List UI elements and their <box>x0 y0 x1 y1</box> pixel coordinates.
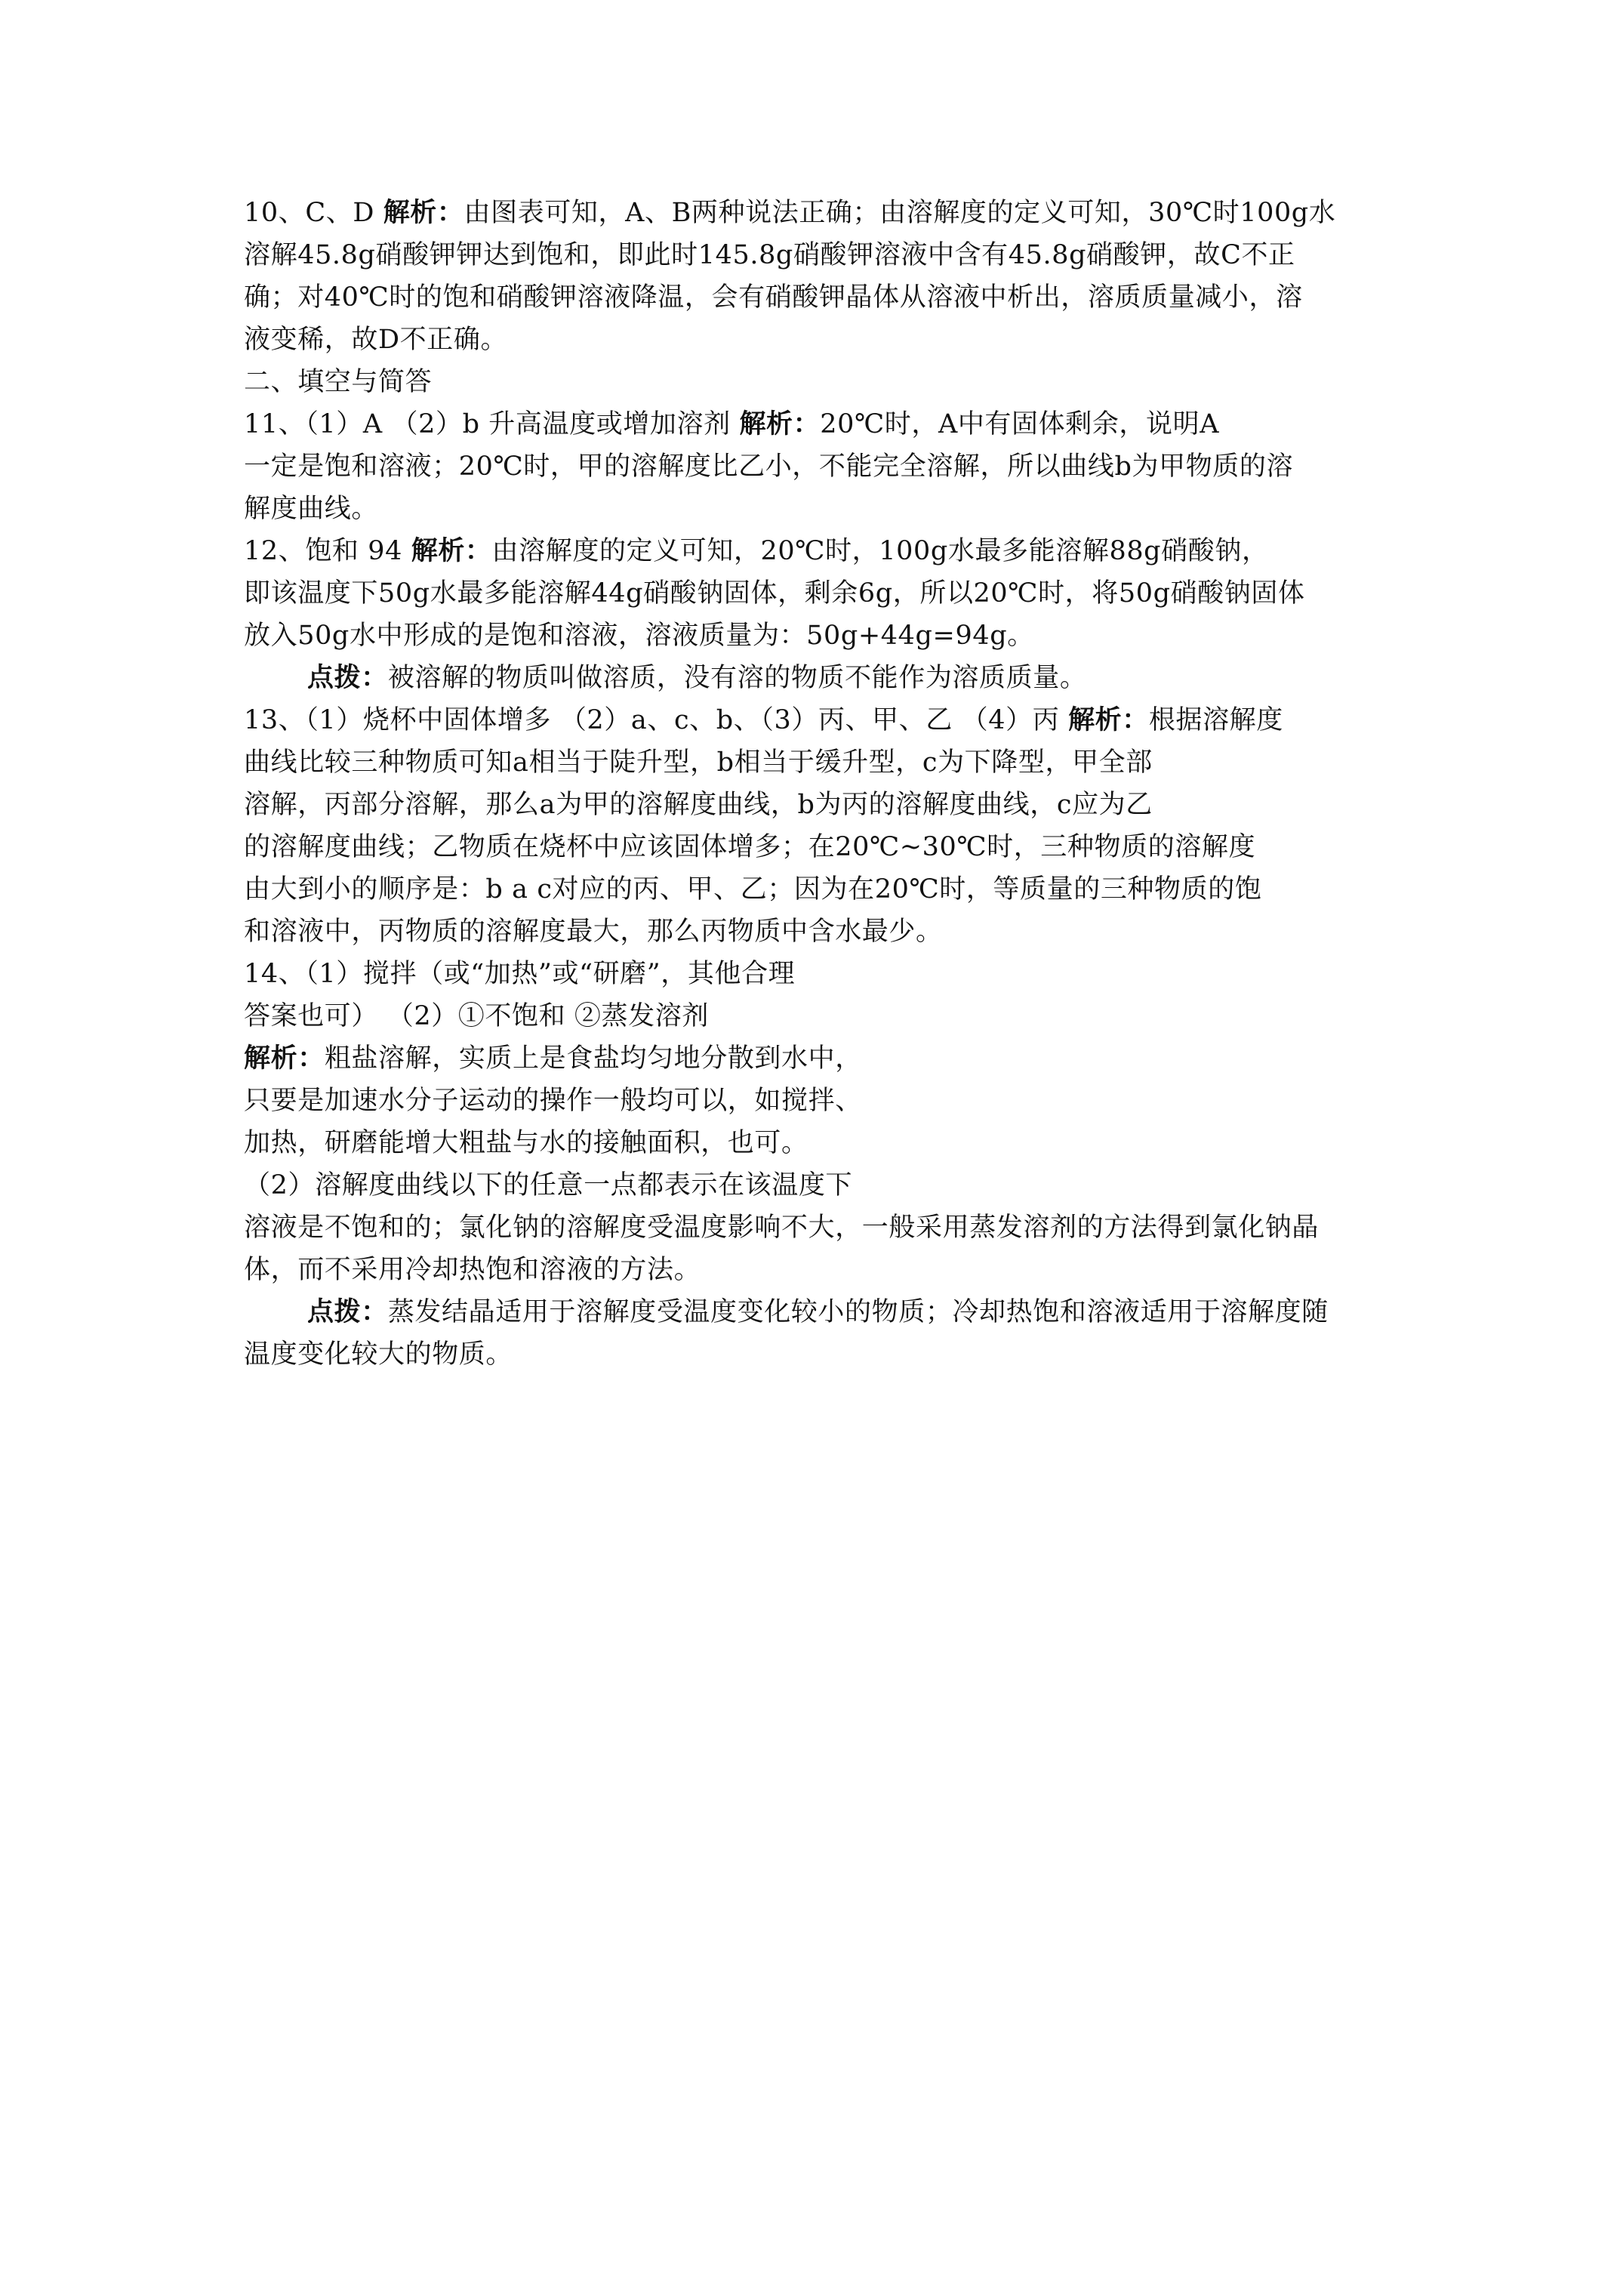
q12-line-3: 放入50g水中形成的是饱和溶液，溶液质量为：50g+44g=94g。 <box>244 621 1034 651</box>
q10-line-2: 溶解45.8g硝酸钾钾达到饱和，即此时145.8g硝酸钾溶液中含有45.8g硝酸钾，故C不正 <box>244 240 1295 270</box>
q11-line-2: 一定是饱和溶液；20℃时，甲的溶解度比乙小，不能完全溶解，所以曲线b为甲物质的溶 <box>244 451 1294 482</box>
q14-tip-line-2: 温度变化较大的物质。 <box>244 1339 513 1370</box>
tip-label: 点拨： <box>307 663 388 693</box>
q14-line-8: 体，而不采用冷却热饱和溶液的方法。 <box>244 1255 701 1285</box>
q12-tip: 点拨：被溶解的物质叫做溶质，没有溶的物质不能作为溶质质量。 <box>307 663 1087 693</box>
q10-line-1: 10、C、D 解析：由图表可知，A、B两种说法正确；由溶解度的定义可知，30℃时100g水 <box>244 198 1336 228</box>
analysis-label: 解析： <box>739 409 821 439</box>
q14-line-2: 答案也可） （2）①不饱和 ②蒸发溶剂 <box>244 1001 709 1031</box>
q12-line-1: 12、饱和 94 解析：由溶解度的定义可知，20℃时，100g水最多能溶解88g硝酸钠， <box>244 536 1269 566</box>
q13-line-2: 曲线比较三种物质可知a相当于陡升型，b相当于缓升型，c为下降型，甲全部 <box>244 747 1153 778</box>
q14-line-7: 溶液是不饱和的；氯化钠的溶解度受温度影响不大，一般采用蒸发溶剂的方法得到氯化钠晶 <box>244 1213 1320 1243</box>
q11-line-3: 解度曲线。 <box>244 494 379 524</box>
analysis-label: 解析： <box>411 536 492 566</box>
q13-line-4: 的溶解度曲线；乙物质在烧杯中应该固体增多；在20℃~30℃时，三种物质的溶解度 <box>244 832 1256 862</box>
q11-line-1: 11、（1）A （2）b 升高温度或增加溶剂 解析：20℃时，A中有固体剩余，说明A <box>244 409 1220 439</box>
q14-line-3: 解析：粗盐溶解，实质上是食盐均匀地分散到水中， <box>244 1043 862 1074</box>
q13-line-1: 13、（1）烧杯中固体增多 （2）a、c、b、（3）丙、甲、乙 （4）丙 解析：根据溶解度 <box>244 705 1283 735</box>
q12-line-2: 即该温度下50g水最多能溶解44g硝酸钠固体，剩余6g，所以20℃时，将50g硝酸钠固体 <box>244 578 1305 609</box>
analysis-label: 解析： <box>244 1043 325 1074</box>
q13-line-3: 溶解，丙部分溶解，那么a为甲的溶解度曲线，b为丙的溶解度曲线，c应为乙 <box>244 790 1153 820</box>
analysis-label: 解析： <box>1068 705 1149 735</box>
analysis-label: 解析： <box>383 198 464 228</box>
answer-document <box>244 192 1391 1376</box>
q10-line-3: 确；对40℃时的饱和硝酸钾溶液降温，会有硝酸钾晶体从溶液中析出，溶质质量减小，溶 <box>244 282 1303 313</box>
q14-line-6: （2）溶解度曲线以下的任意一点都表示在该温度下 <box>244 1170 853 1200</box>
q14-line-4: 只要是加速水分子运动的操作一般均可以，如搅拌、 <box>244 1086 862 1116</box>
tip-label: 点拨： <box>307 1297 388 1327</box>
q13-line-5: 由大到小的顺序是：b a c对应的丙、甲、乙；因为在20℃时，等质量的三种物质的饱 <box>244 874 1262 905</box>
q10-line-4: 液变稀，故D不正确。 <box>244 325 508 355</box>
q14-tip-line-1: 点拨：蒸发结晶适用于溶解度受温度变化较小的物质；冷却热饱和溶液适用于溶解度随 <box>307 1297 1329 1327</box>
q14-line-1: 14、（1）搅拌（或“加热”或“研磨”，其他合理 <box>244 959 796 989</box>
section-title: 二、填空与简答 <box>244 367 433 397</box>
q13-line-6: 和溶液中，丙物质的溶解度最大，那么丙物质中含水最少。 <box>244 917 943 947</box>
q14-line-5: 加热，研磨能增大粗盐与水的接触面积，也可。 <box>244 1128 808 1158</box>
